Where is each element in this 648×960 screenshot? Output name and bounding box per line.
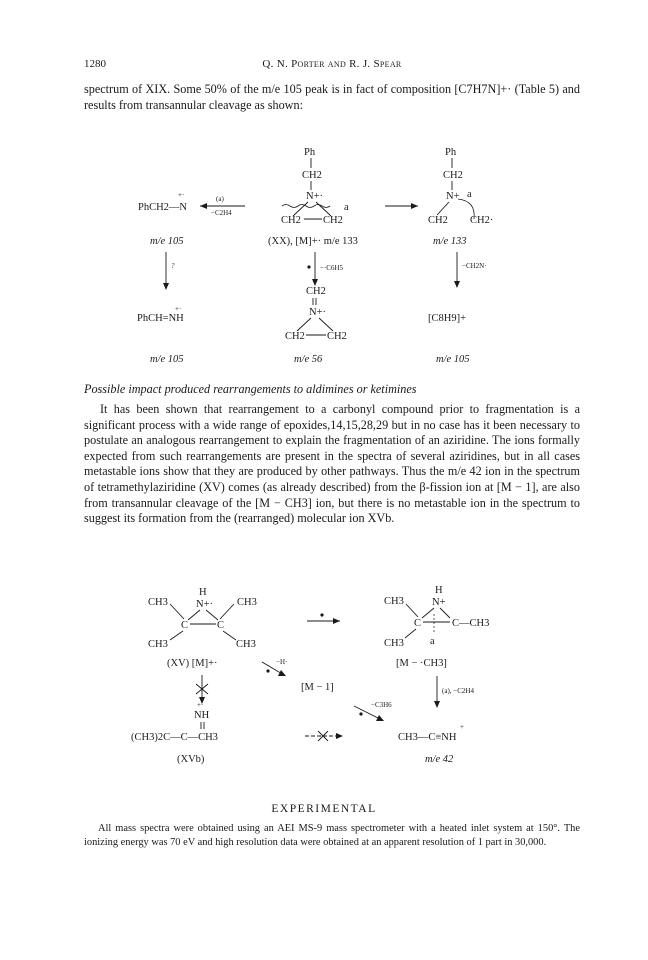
s2-h-top: H (199, 587, 207, 598)
s2-bond-br (223, 631, 236, 640)
s2-nh: NH (194, 710, 210, 721)
body-paragraph: It has been shown that rearrangement to a carbonyl compound prior to fragmentation is a significant process with a wide range of epoxides,14,15,28,29 but in no case has it been necessary to postulate an analogous rearrangement to explain the fragmentation of an aziridine. The ions formally expected from such rearrangements are present in the spectra of several aziridines, but in all cases metastable ions show that they are produced by other pathways. Thus the m/e 42 ion in the spectrum of tetramethylaziridine (XV) comes (as already described) from the β-fission ion at [M − 1], are also from transannular cleavage of the [M − CH3] ion, but there is no metastable ion in the spectrum to suggest its formation from the (rearranged) molecular ion XVb. (84, 402, 580, 526)
s1-ph-center: Ph (304, 147, 316, 158)
s2-xvb-formula: (CH3)2C—C—CH3 (131, 732, 218, 743)
s2-arrowhead-right (333, 618, 340, 624)
s2-ring-nl (188, 610, 200, 620)
s2-metastable-dot-2 (266, 669, 269, 672)
s2-product-mz: m/e 42 (425, 754, 454, 765)
s1-n-right: N+ (446, 191, 460, 202)
s1-ch2-center: CH2 (302, 170, 322, 181)
s1-bottom-ch2: CH2 (306, 286, 326, 297)
s2-r-ring-nr (440, 608, 450, 618)
s2-metastable-dot-3 (359, 712, 362, 715)
s1-down-right-label: −CH2N· (462, 262, 487, 270)
s2-product-charge: + (460, 723, 464, 731)
s2-c-right: C (217, 620, 225, 631)
intro-paragraph: spectrum of XIX. Some 50% of the m/e 105 peak is in fact of composition [C7H7N]+· (Table 5) and results from transannular cleavage as shown: (84, 82, 580, 112)
s1-bottom-n: N+· (309, 307, 327, 318)
s2-br-ch3: CH3 (236, 639, 256, 650)
s2-product: CH3—C≡NH (398, 732, 457, 743)
s2-r-bond-bl (405, 629, 416, 638)
s2-tr-ch3: CH3 (237, 597, 257, 608)
s2-down-right-head (434, 701, 440, 708)
s2-r-h: H (435, 585, 443, 596)
s1-ph-right: Ph (445, 147, 457, 158)
page-number: 1280 (84, 58, 106, 70)
s1-right-mz: m/e 133 (433, 236, 467, 247)
s2-minus-c3h6: −C3H6 (371, 701, 392, 709)
s2-ring-nr (206, 610, 218, 620)
s1-ch2-right: CH2 (443, 170, 463, 181)
s1-ring-left: CH2 (281, 215, 301, 226)
s2-arrow-crossed-head (336, 733, 343, 739)
s1-n-center: N+· (306, 191, 324, 202)
s1-down-left-label: ? (171, 262, 175, 270)
s1-left-charge: +· (178, 191, 185, 199)
s2-bond-bl (170, 631, 183, 640)
s2-xv-label: (XV) [M]+· (167, 658, 218, 669)
running-authors: Q. N. Porter and R. J. Spear (262, 58, 402, 70)
s2-r-a: a (430, 636, 435, 647)
s1-down-center-label: −·C6H5 (320, 264, 344, 272)
s2-r-c: C (414, 618, 422, 629)
s2-bl-ch3: CH3 (148, 639, 168, 650)
s2-minus-h: −H· (276, 658, 288, 666)
section-heading: Possible impact produced rearrangements to aldimines or ketimines (84, 382, 417, 396)
s1-bottom-ring-right: CH2 (327, 331, 347, 342)
s2-r-bond-tl (406, 604, 418, 617)
s1-label-a: a (344, 202, 349, 213)
s2-r-n: N+ (432, 597, 446, 608)
s1-bottom-left-charge: +· (175, 305, 182, 313)
s2-c-left: C (181, 620, 189, 631)
experimental-text: All mass spectra were obtained using an AEI MS-9 mass spectrometer with a heated inlet system at 150°. The ionizing energy was 70 eV and high resolution data were obtained at an apparent resolution of 1 part in 30,000. (84, 823, 580, 848)
s2-bond-tr (220, 604, 234, 619)
s2-r-ch3-bottom: CH3 (384, 638, 404, 649)
s2-m-minus-1: [M − 1] (301, 682, 334, 693)
s2-r-ch3-top: CH3 (384, 596, 404, 607)
s1-label-a-right: a (467, 189, 472, 200)
s1-bottom-left: PhCH=NH (137, 313, 184, 324)
s1-center-label: (XX), [M]+· m/e 133 (268, 236, 358, 247)
s2-metastable-dot-1 (320, 613, 323, 616)
s1-bottom-left-mz: m/e 105 (150, 354, 184, 365)
s2-tl-ch3: CH3 (148, 597, 168, 608)
s1-ring2-right: CH2· (470, 215, 494, 226)
s1-arrow-left-top: (a) (216, 195, 224, 203)
s2-bond-tl (170, 604, 184, 619)
s2-diag-head-1 (278, 670, 286, 676)
s1-bottom-center-mz: m/e 56 (294, 354, 323, 365)
s2-xvb-label: (XVb) (177, 754, 205, 765)
s2-n-top: N+· (196, 599, 214, 610)
experimental-heading: EXPERIMENTAL (271, 803, 377, 815)
s2-r-ring-nl (422, 608, 434, 618)
s1-bottom-right-mz: m/e 105 (436, 354, 470, 365)
s2-nh-charge: +· (197, 701, 204, 709)
s1-left-fragment: PhCH2—N (138, 202, 188, 213)
s1-left-mz: m/e 105 (150, 236, 184, 247)
s2-r-c-ch3: C—CH3 (452, 618, 490, 629)
s2-m-minus-ch3: [M − ·CH3] (396, 658, 447, 669)
s1-bottom-right: [C8H9]+ (428, 313, 467, 324)
s1-bottom-ring-left: CH2 (285, 331, 305, 342)
s1-arrow-left-bottom: −C2H4 (211, 209, 232, 217)
s1-ring2-left: CH2 (428, 215, 448, 226)
s1-ring-right: CH2 (323, 215, 343, 226)
s2-down-right-label: (a), −C2H4 (442, 687, 474, 695)
